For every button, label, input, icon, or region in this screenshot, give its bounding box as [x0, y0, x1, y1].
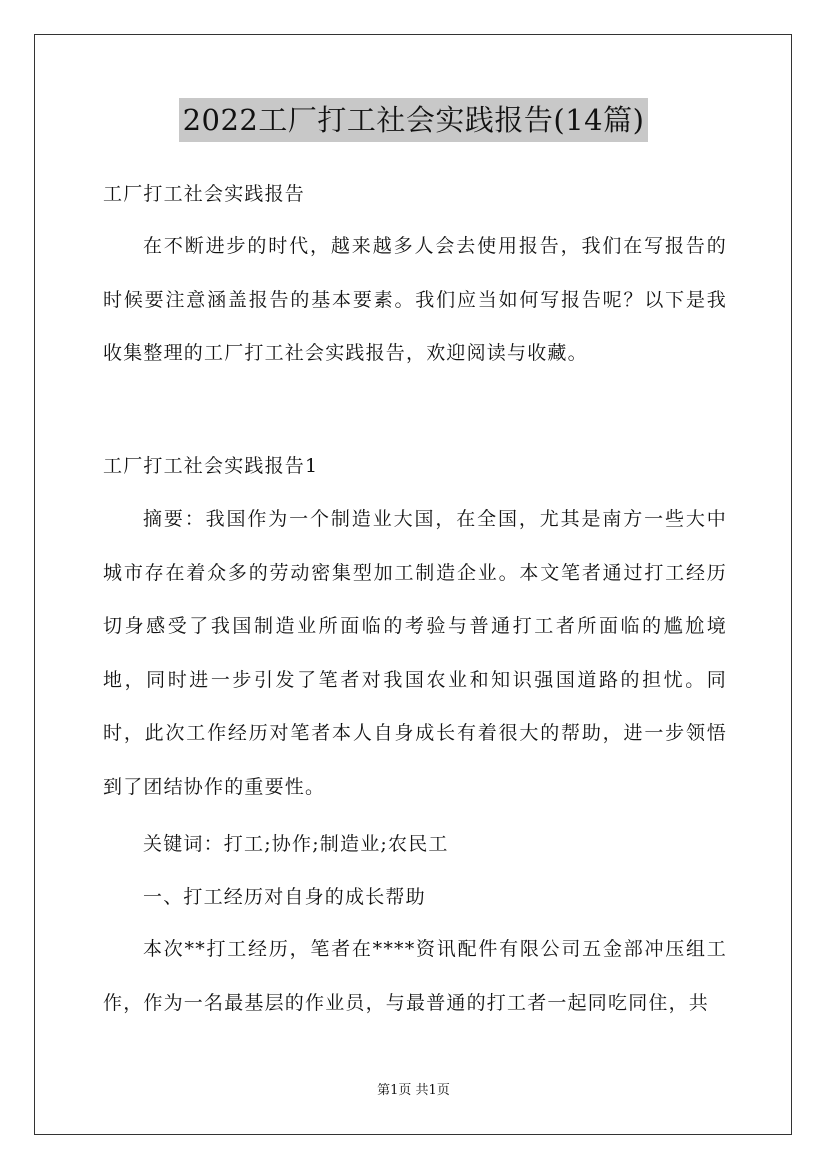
title-container: [0, 98, 827, 142]
page-footer: 第1页 共1页: [377, 1083, 450, 1098]
document-title: 2022工厂打工社会实践报告(14篇): [179, 98, 649, 142]
body-paragraph: 本次**打工经历，笔者在****资讯配件有限公司五金部冲压组工作，作为一名最基层的作业员，与最普通的打工者一起同吃同住，共: [103, 938, 727, 1014]
abstract-paragraph: 摘要：我国作为一个制造业大国，在全国，尤其是南方一些大中城市存在着众多的劳动密集型加工制造企业。本文笔者通过打工经历切身感受了我国制造业所面临的考验与普通打工者所面临的尴尬境地，同时进一步引发了笔者对我国农业和知识强国道路的担忧。同时，此次工作经历对笔者本人自身成长有着很大的帮助，进一步领悟到了团结协作的重要性。: [103, 508, 727, 798]
intro-paragraph: 在不断进步的时代，越来越多人会去使用报告，我们在写报告的时候要注意涵盖报告的基本要素。我们应当如何写报告呢？以下是我收集整理的工厂打工社会实践报告，欢迎阅读与收藏。: [103, 235, 727, 364]
section-heading: 工厂打工社会实践报告: [103, 183, 306, 205]
section-heading-report-1: 工厂打工社会实践报告1: [103, 455, 319, 477]
keywords-line: 关键词：打工;协作;制造业;农民工: [143, 833, 449, 855]
subheading-growth: 一、打工经历对自身的成长帮助: [143, 886, 426, 908]
